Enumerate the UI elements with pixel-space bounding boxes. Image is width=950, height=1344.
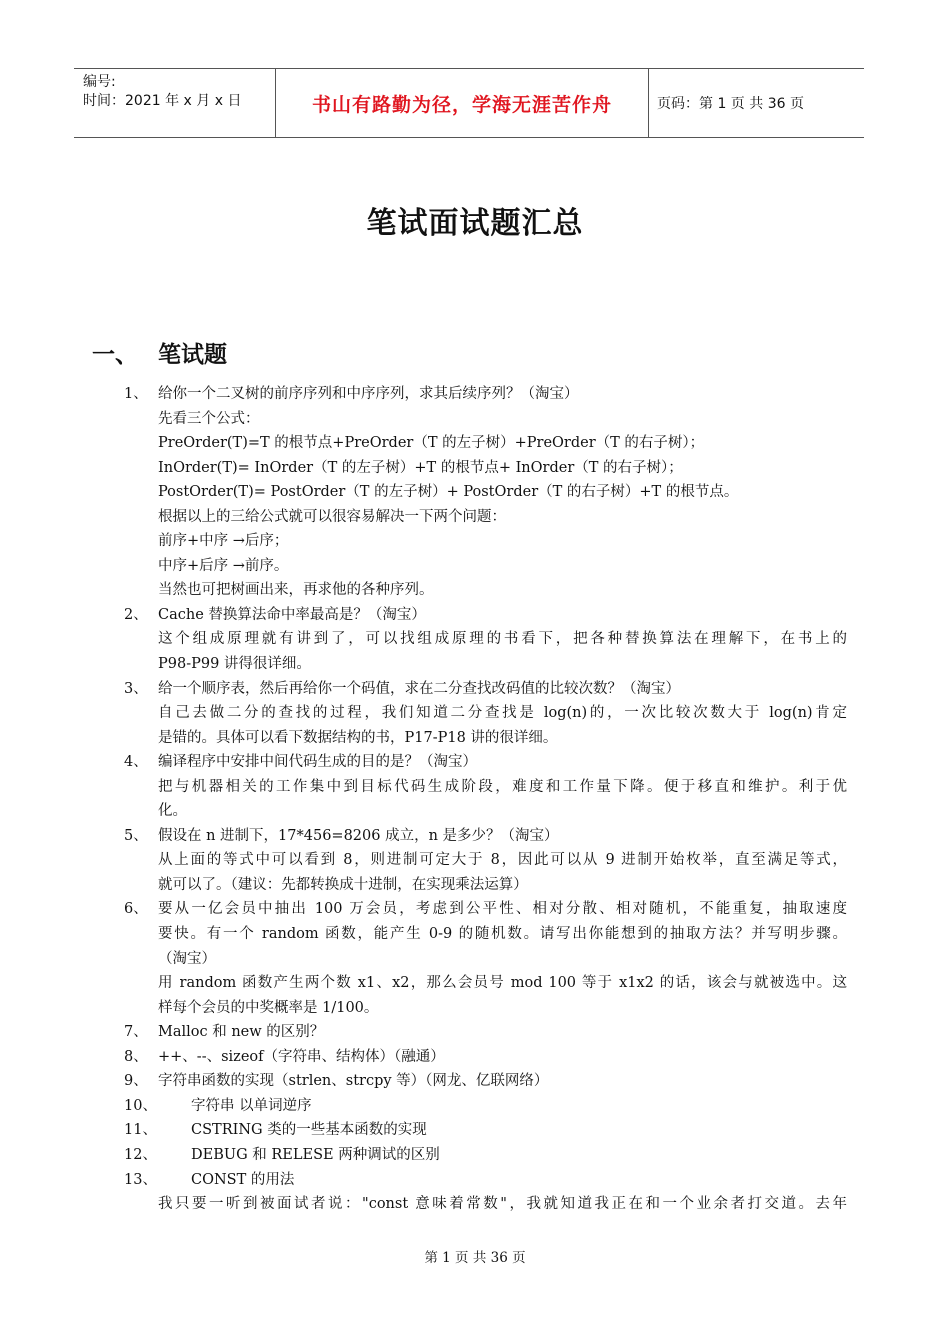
header-page-label: 页码：第 1 页 共 36 页 [657, 96, 804, 112]
answer-line [0, 480, 950, 505]
question-number: 2、 [124, 606, 148, 623]
answer-line [0, 456, 950, 481]
answer-line [0, 529, 950, 554]
question-number: 7、 [124, 1024, 148, 1041]
answer-line [0, 554, 950, 579]
question-item [0, 677, 950, 702]
answer-text: 是错的。具体可以看下数据结构的书，P17-P18 讲的很详细。 [158, 729, 558, 746]
answer-text: 中序+后序 →前序。 [158, 557, 289, 574]
question-item [0, 824, 950, 849]
answer-line [0, 947, 950, 972]
question-item [0, 1143, 950, 1168]
answer-text: 根据以上的三给公式就可以很容易解决一下两个问题： [158, 508, 506, 525]
question-number: 4、 [124, 754, 148, 771]
question-number: 13、 [124, 1171, 157, 1188]
document-number-label: 编号: [83, 74, 116, 90]
answer-line [0, 996, 950, 1021]
question-number: 11、 [124, 1122, 157, 1139]
question-item [0, 1094, 950, 1119]
answer-text: 就可以了。（建议：先都转换成十进制，在实现乘法运算） [158, 876, 528, 893]
question-text: ++、--、sizeof（字符串、结构体）（融通） [158, 1048, 445, 1065]
answer-line [0, 971, 950, 996]
answer-text: 这个组成原理就有讲到了，可以找组成原理的书看下，把各种替换算法在理解下，在书上的 [158, 631, 847, 648]
answer-text: P98-P99 讲得很详细。 [158, 656, 311, 673]
question-text: 假设在 n 进制下，17*456=8206 成立，n 是多少？（淘宝） [158, 827, 559, 844]
question-text: 字符串 以单词逆序 [191, 1097, 312, 1114]
question-number: 10、 [124, 1097, 157, 1114]
answer-text: 要快。有一个 random 函数，能产生 0-9 的随机数。请写出你能想到的抽取方法？并写明步骤。 [158, 926, 847, 943]
question-item [0, 382, 950, 407]
answer-text: 自己去做二分的查找的过程，我们知道二分查找是 log(n)的，一次比较次数大于 log(n)肯定 [158, 705, 847, 722]
answer-text: 当然也可把树画出来，再求他的各种序列。 [158, 582, 434, 599]
question-text: 编译程序中安排中间代码生成的目的是？（淘宝） [158, 754, 477, 771]
question-item [0, 1020, 950, 1045]
question-item [0, 1168, 950, 1193]
answer-line [0, 922, 950, 947]
answer-text: 我只要一听到被面试者说："const 意味着常数"，我就知道我正在和一个业余者打交道。去年 [158, 1196, 847, 1213]
answer-text: 样每个会员的中奖概率是 1/100。 [158, 999, 379, 1016]
question-item [0, 1118, 950, 1143]
header-motto: 书山有路勤为径，学海无涯苦作舟 [276, 69, 649, 137]
question-text: CSTRING 类的一些基本函数的实现 [191, 1122, 427, 1139]
question-text: Cache 替换算法命中率最高是？（淘宝） [158, 606, 426, 623]
answer-line [0, 726, 950, 751]
question-text: Malloc 和 new 的区别？ [158, 1024, 325, 1041]
answer-line [0, 407, 950, 432]
answer-line [0, 431, 950, 456]
question-item [0, 1045, 950, 1070]
answer-line [0, 652, 950, 677]
document-time-label: 时间：2021 年 x 月 x 日 [83, 93, 242, 109]
question-number: 1、 [124, 386, 148, 402]
answer-text: 把与机器相关的工作集中到目标代码生成阶段，难度和工作量下降。便于移直和维护。利于优 [158, 778, 847, 795]
question-item [0, 750, 950, 775]
question-text: 给你一个二叉树的前序序列和中序序列，求其后续序列？（淘宝） [158, 386, 579, 402]
question-item [0, 1069, 950, 1094]
question-text: DEBUG 和 RELESE 两种调试的区别 [191, 1146, 440, 1163]
section-title: 笔试题 [158, 342, 227, 368]
answer-line [0, 799, 950, 824]
answer-line [0, 701, 950, 726]
document-title: 笔试面试题汇总 [366, 206, 584, 241]
question-item [0, 603, 950, 628]
answer-text: 先看三个公式： [158, 410, 260, 427]
page-footer: 第 1 页 共 36 页 [424, 1250, 526, 1266]
question-text: CONST 的用法 [191, 1171, 295, 1188]
answer-text: （淘宝） [158, 950, 216, 967]
question-number: 6、 [124, 901, 148, 918]
header-meta [74, 69, 276, 137]
section-number: 一、 [92, 342, 138, 368]
question-number: 5、 [124, 827, 148, 844]
document-header [74, 68, 864, 138]
question-number: 12、 [124, 1146, 157, 1163]
answer-line [0, 627, 950, 652]
question-item [0, 897, 950, 922]
answer-text: 从上面的等式中可以看到 8，则进制可定大于 8，因此可以从 9 进制开始枚举，直至满足等式， [158, 852, 847, 869]
question-text: 给一个顺序表，然后再给你一个码值，求在二分查找改码值的比较次数？（淘宝） [158, 680, 680, 697]
answer-line [0, 873, 950, 898]
answer-text: 用 random 函数产生两个数 x1、x2，那么会员号 mod 100 等于 x1x2 的话，该会与就被选中。这 [158, 975, 847, 992]
section-heading [92, 336, 227, 369]
answer-text: InOrder(T)= InOrder（T 的左子树）+T 的根节点+ InOrder（T 的右子树）； [158, 459, 683, 476]
question-text: 要从一亿会员中抽出 100 万会员，考虑到公平性、相对分散、相对随机，不能重复，抽取速度 [158, 901, 847, 918]
answer-text: PostOrder(T)= PostOrder（T 的左子树）+ PostOrder（T 的右子树）+T 的根节点。 [158, 484, 739, 501]
answer-line [0, 1192, 950, 1217]
question-number: 8、 [124, 1048, 148, 1065]
answer-text: PreOrder(T)=T 的根节点+PreOrder（T 的左子树）+PreOrder（T 的右子树）； [158, 435, 705, 452]
question-number: 3、 [124, 680, 148, 697]
question-number: 9、 [124, 1073, 148, 1090]
answer-text: 前序+中序 →后序； [158, 533, 289, 550]
answer-line [0, 775, 950, 800]
answer-line [0, 578, 950, 603]
question-text: 字符串函数的实现（strlen、strcpy 等）（网龙、亿联网络） [158, 1073, 549, 1090]
answer-text: 化。 [158, 803, 187, 820]
question-list [0, 382, 950, 1217]
answer-line [0, 505, 950, 530]
answer-line [0, 848, 950, 873]
